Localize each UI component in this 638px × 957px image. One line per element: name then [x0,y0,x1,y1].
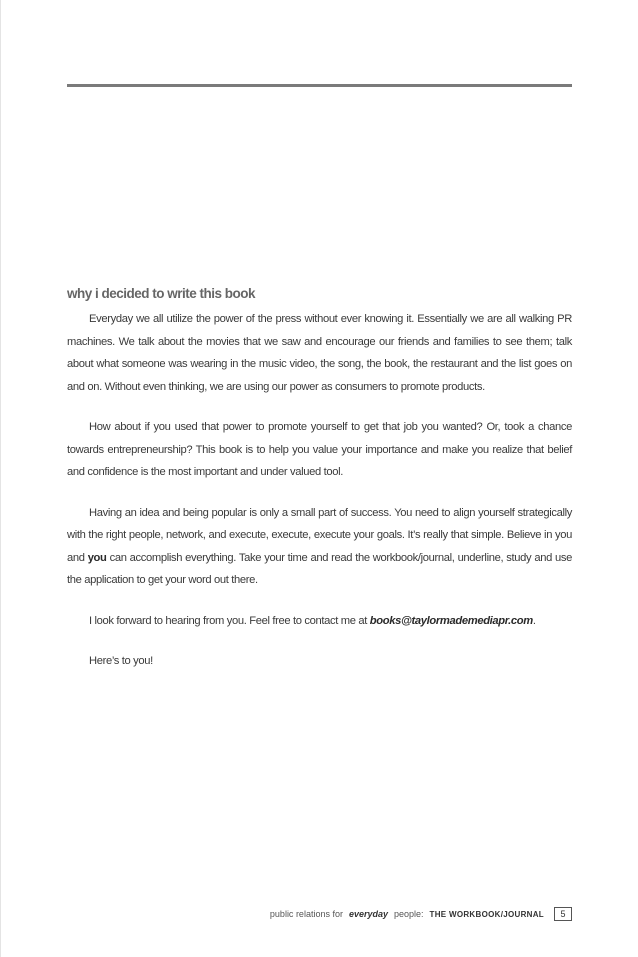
footer-middle: people: [394,909,424,919]
paragraph-4 [67,610,572,633]
section-heading: why i decided to write this book [67,286,256,301]
footer-emphasis: everyday [348,909,389,919]
paragraph-3-text-b: can accomplish everything. Take your time and read the workbook/journal, underline, study and use the application to get your word out there. [67,551,572,586]
page-edge [0,0,1,957]
paragraph-4-text-b: . [532,614,536,627]
page-footer [270,907,572,921]
page-number: 5 [554,907,572,921]
paragraph-5: Here’s to you! [89,655,153,667]
footer-prefix: public relations for [269,909,343,919]
paragraph-3 [67,502,572,592]
contact-email-link[interactable]: books@taylormademediapr.com [369,614,533,627]
paragraph-2: How about if you used that power to promote yourself to get that job you wanted? Or, took a chance towards entrepreneurship? This book is to help you value your importance and make you realize that belief and confidence is the most important and under valued tool. [67,421,572,478]
paragraph-1: Everyday we all utilize the power of the press without ever knowing it. Essentially we are all walking PR machines. We talk about the movies that we saw and encourage our friends and families to see them; talk about what someone was wearing in the music video, the song, the book, the restaurant and the list goes on and on. Without even thinking, we are using our power as consumers to promote products. [67,313,572,393]
top-rule [67,84,572,87]
paragraph-3-text-a: Having an idea and being popular is only a small part of success. You need to align yourself strategically with the right people, network, and execute, execute, execute your goals. It’s really that simple. Believe in you and [67,506,572,564]
main-content [67,284,572,691]
footer-book-title: THE WORKBOOK/JOURNAL [429,909,544,919]
paragraph-4-text-a: I look forward to hearing from you. Feel free to contact me at [89,614,370,627]
paragraph-3-bold-you: you [87,551,107,564]
